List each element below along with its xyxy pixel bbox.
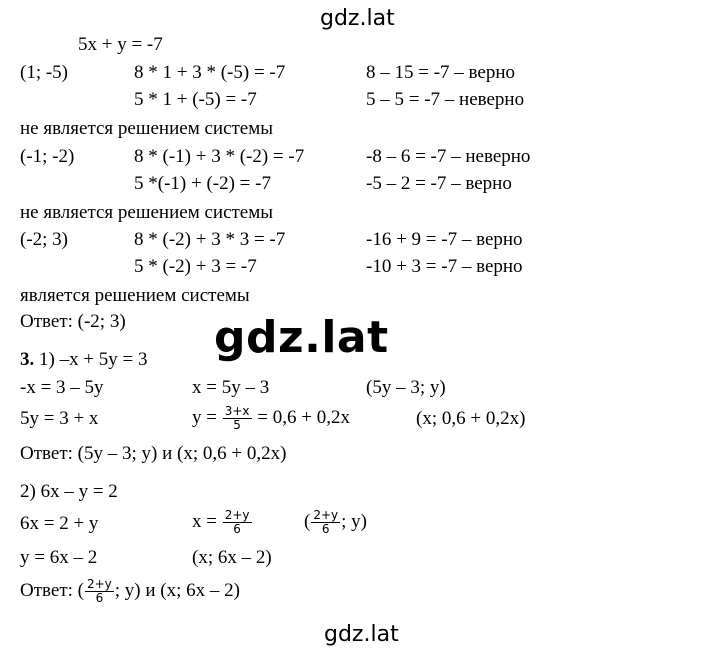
step-text: 5y = 3 + x [20,408,99,429]
row-7-c3: -16 + 9 = -7 – верно [366,229,523,250]
row-1-c3: 8 – 15 = -7 – верно [366,62,516,83]
answer-prefix: Ответ: ( [20,580,84,601]
paren-open: ( [304,511,311,532]
row-0-c2: 5x + y = -7 [78,34,163,55]
fraction-expression [192,505,253,539]
row-8-c3: -10 + 3 = -7 – верно [366,256,523,277]
watermark-bottom: gdz.lat [324,622,399,647]
watermark-center: gdz.lat [214,312,389,363]
task-number: 3. [20,349,35,370]
task3-header [20,349,148,371]
answer-line [20,574,240,608]
fraction [223,405,252,432]
row-1-c1: (1; -5) [20,62,69,83]
row-5-c3: -5 – 2 = -7 – верно [366,173,512,194]
answer-line: Ответ: (5y – 3; y) и (x; 0,6 + 0,2x) [20,443,287,464]
fraction-denominator: 5 [233,418,241,433]
fraction-denominator: 6 [233,522,241,537]
row-5-c2: 5 *(-1) + (-2) = -7 [134,173,271,194]
fraction-numerator: 2+y [86,577,112,592]
fraction [311,509,340,536]
step-text: (5y – 3; y) [366,377,446,398]
fraction-expression [192,401,350,435]
row-1-c2: 8 * 1 + 3 * (-5) = -7 [134,62,286,83]
row-4-c3: -8 – 6 = -7 – неверно [366,146,531,167]
expr-suffix: = 0,6 + 0,2x [257,407,350,428]
expr-suffix: ; y) [341,511,367,532]
row-4-c1: (-1; -2) [20,146,75,167]
step-text: (x; 6x – 2) [192,547,272,568]
step-text: (x; 0,6 + 0,2x) [416,408,526,429]
row-3-c1: не является решением системы [20,118,274,139]
fraction [85,578,114,605]
step-text: -x = 3 – 5y [20,377,104,398]
expr-prefix: x = [192,511,217,532]
row-2-c2: 5 * 1 + (-5) = -7 [134,89,257,110]
fraction-numerator: 2+y [313,508,339,523]
row-6-c1: не является решением системы [20,202,274,223]
row-10-c1: Ответ: (-2; 3) [20,311,126,332]
fraction-numerator: 2+y [224,508,250,523]
row-7-c2: 8 * (-2) + 3 * 3 = -7 [134,229,286,250]
answer-suffix: ; y) и (x; 6x – 2) [114,580,240,601]
fraction-denominator: 6 [95,591,104,606]
row-8-c2: 5 * (-2) + 3 = -7 [134,256,257,277]
row-4-c2: 8 * (-1) + 3 * (-2) = -7 [134,146,305,167]
equation-1: 1) –x + 5y = 3 [39,349,148,370]
step-text: x = 5y – 3 [192,377,270,398]
equation-2: 2) 6x – y = 2 [20,481,118,502]
watermark-top: gdz.lat [320,6,395,31]
step-text: y = 6x – 2 [20,547,98,568]
row-9-c1: является решением системы [20,285,250,306]
fraction [223,509,252,536]
row-2-c3: 5 – 5 = -7 – неверно [366,89,525,110]
fraction-numerator: 3+x [224,404,250,419]
fraction-denominator: 6 [321,522,330,537]
fraction-expression [304,505,367,539]
step-text: 6x = 2 + y [20,513,99,534]
expr-prefix: y = [192,407,217,428]
row-7-c1: (-2; 3) [20,229,69,250]
